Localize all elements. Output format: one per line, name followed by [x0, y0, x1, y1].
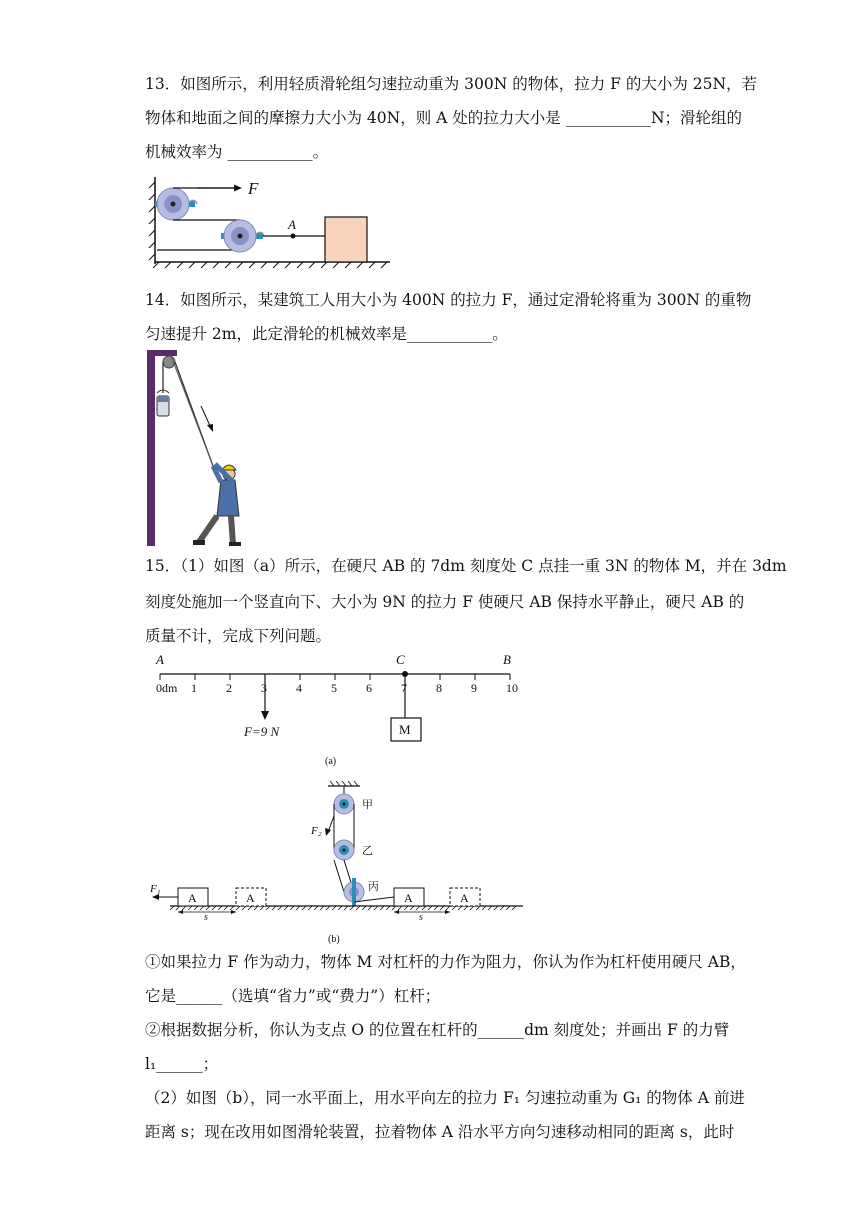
force-f-arrow	[234, 185, 242, 192]
pull-arrow	[207, 424, 213, 432]
ruler-label-a: A	[156, 652, 164, 667]
worker	[193, 464, 241, 546]
ruler-tick-label: 2	[226, 681, 232, 695]
distance-left-label: s	[204, 912, 208, 923]
force-f-arrow	[261, 711, 269, 720]
fig-a-caption: (a)	[325, 756, 337, 767]
ruler-tick-label: 7	[401, 681, 407, 695]
q13-line-1: 13．如图所示，利用轻质滑轮组匀速拉动重为 300N 的物体，拉力 F 的大小为 25N，若	[145, 75, 758, 93]
ruler-tick-label: 8	[436, 681, 442, 695]
block	[325, 217, 367, 262]
q14-line-2: 匀速提升 2m，此定滑轮的机械效率是___________。	[145, 325, 508, 343]
ruler-tick-label: 9	[471, 681, 477, 695]
force-f1-label: F₁	[150, 883, 161, 895]
q15-sub-2: 它是______（选填“省力”或“费力”）杠杆；	[145, 987, 441, 1005]
post	[147, 350, 155, 546]
block-a-right-ghost-label: A	[460, 891, 469, 905]
q15-part2-line-1: （2）如图（b），同一水平面上，用水平向左的拉力 F₁ 匀速拉动重为 G₁ 的物体 A 前进	[145, 1089, 745, 1107]
q14-worker-figure	[145, 348, 255, 548]
pulley-bing-label: 丙	[368, 881, 379, 893]
q15-sub-3: ②根据数据分析，你认为支点 O 的位置在杠杆的______dm 刻度处；并画出 F 的力臂	[145, 1021, 730, 1039]
q15-fig-b	[148, 780, 528, 950]
ruler-tick-label: 6	[366, 681, 372, 695]
force-f2-arrow	[325, 828, 331, 836]
ruler-tick-label: 3	[261, 681, 267, 695]
movable-pulley	[224, 220, 256, 252]
block-a-left-label: A	[188, 891, 197, 905]
force-f-label: F=9 N	[244, 724, 280, 739]
q13-pulley-figure	[145, 172, 395, 272]
q15-line-3: 质量不计，完成下列问题。	[145, 627, 332, 645]
ruler-tick-label: 1	[191, 681, 197, 695]
ruler-tick-label: 0dm	[156, 681, 178, 695]
pulley-jia	[334, 794, 354, 814]
q15-part2-line-2: 距离 s；现在改用如图滑轮装置，拉着物体 A 沿水平方向匀速移动相同的距离 s，此时	[145, 1123, 735, 1141]
block-a-right-label: A	[404, 891, 413, 905]
fig-b-caption: (b)	[328, 934, 340, 945]
point-a-dot	[291, 234, 296, 239]
ruler-tick-label: 10	[506, 681, 518, 695]
mass-m-label: M	[399, 722, 411, 737]
point-a-label: A	[288, 217, 296, 232]
q13-line-2: 物体和地面之间的摩擦力大小为 40N，则 A 处的拉力大小是 ___________N；滑轮组的	[145, 109, 743, 127]
force-f-label: F	[248, 179, 259, 198]
pulley-jia-label: 甲	[362, 799, 373, 811]
q15-line-1: 15．（1）如图（a）所示，在硬尺 AB 的 7dm 刻度处 C 点挂一重 3N 的物体 M，并在 3dm	[145, 557, 787, 575]
ruler-tick-label: 4	[296, 681, 302, 695]
force-f2-label: F₂	[311, 825, 322, 837]
q14-line-1: 14．如图所示，某建筑工人用大小为 400N 的拉力 F，通过定滑轮将重为 300N 的重物	[145, 291, 752, 309]
bucket	[157, 390, 169, 416]
q15-sub-4: l₁______；	[145, 1055, 219, 1073]
pulley-yi	[334, 840, 354, 860]
ruler-tick-label: 5	[331, 681, 337, 695]
q15-line-2: 刻度处施加一个竖直向下、大小为 9N 的拉力 F 使硬尺 AB 保持水平静止，硬尺 AB 的	[145, 593, 745, 611]
q15-sub-1: ①如果拉力 F 作为动力，物体 M 对杠杆的力作为阻力，你认为作为杠杆使用硬尺 AB，	[145, 953, 746, 971]
fixed-pulley	[157, 188, 189, 220]
ruler-label-b: B	[503, 652, 511, 667]
q15-fig-a	[148, 650, 528, 770]
ruler-label-c: C	[396, 652, 405, 667]
q13-line-3: 机械效率为 ___________。	[145, 143, 329, 161]
pulley-yi-label: 乙	[362, 845, 373, 857]
block-a-left-ghost-label: A	[246, 891, 255, 905]
distance-right-label: s	[419, 912, 423, 923]
